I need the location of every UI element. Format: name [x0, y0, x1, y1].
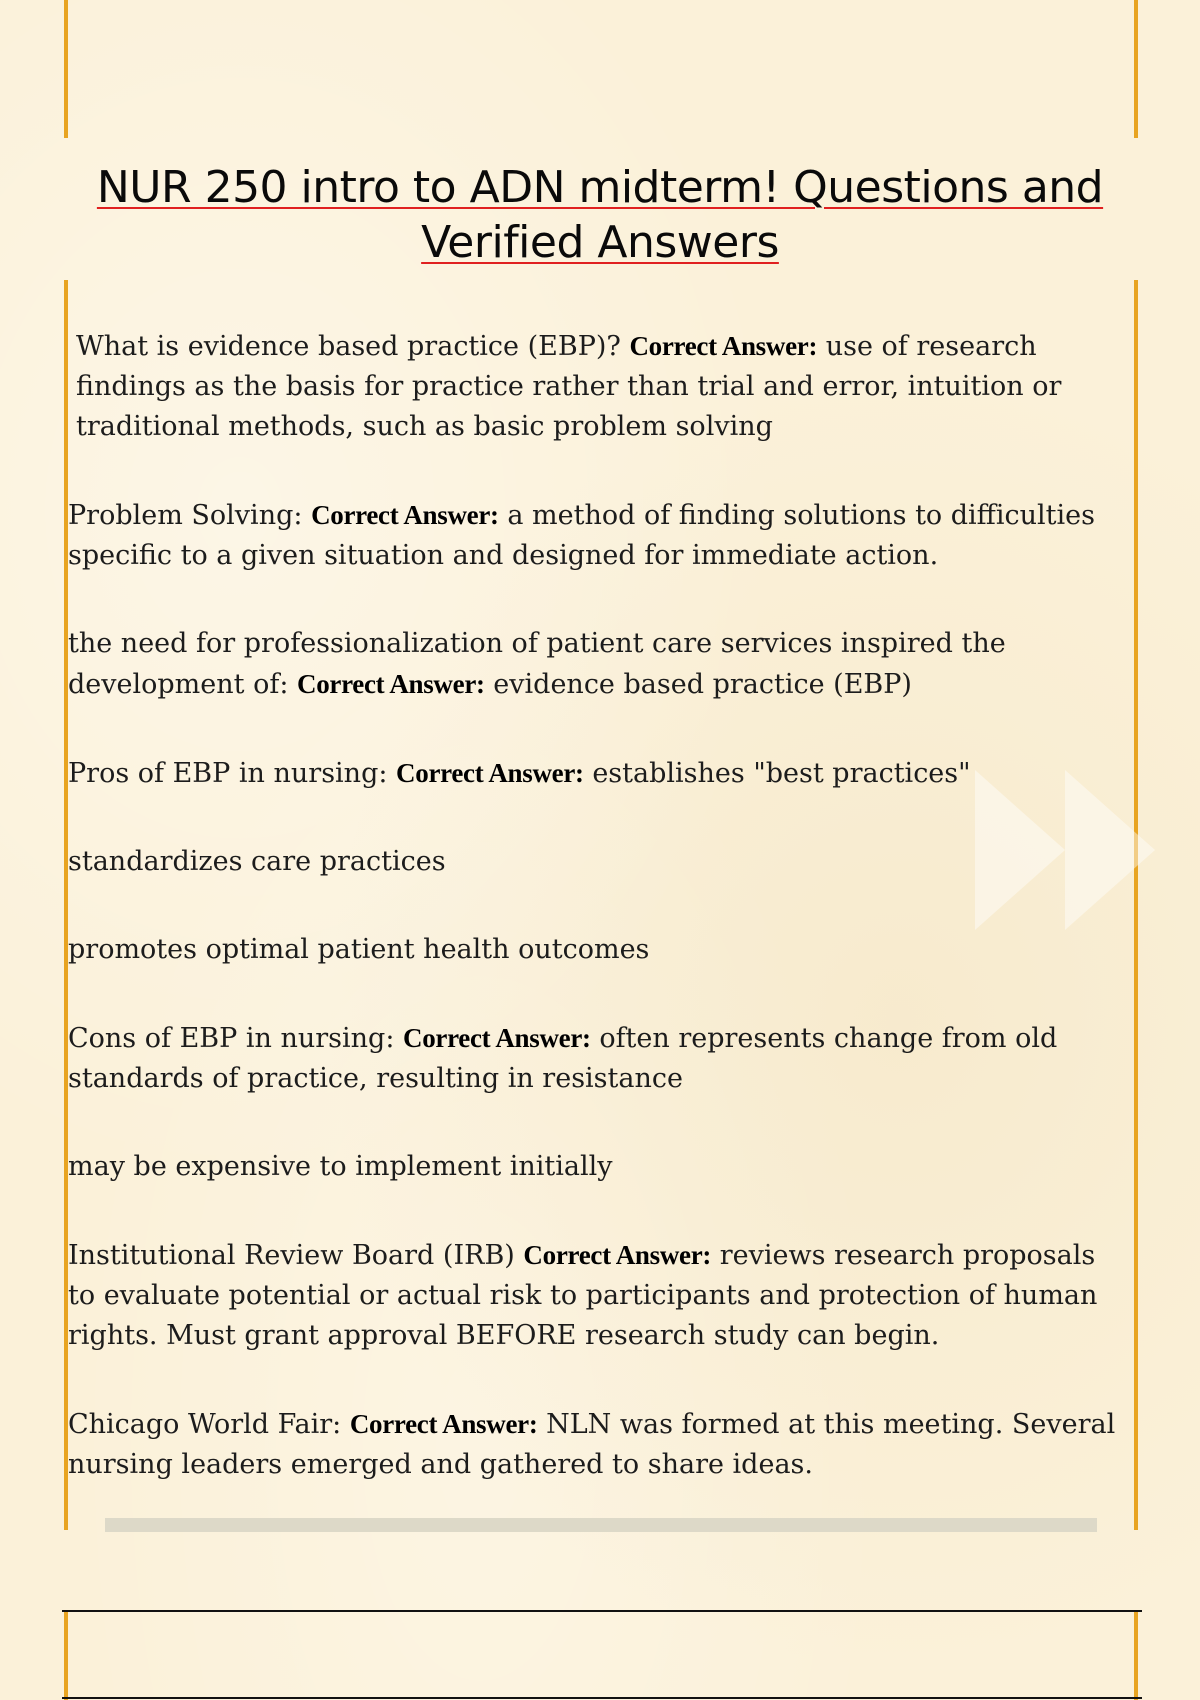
footer-gray-bar [105, 1518, 1097, 1532]
qa-entry [68, 753, 1128, 794]
qa-entry [68, 1404, 1128, 1485]
page-title [70, 160, 1130, 270]
right-border-bottom [1134, 1612, 1138, 1700]
question-text: the need for professionalization of patient care services inspired the development of: [68, 628, 1006, 700]
question-text: Cons of EBP in nursing: [68, 1023, 395, 1054]
answer-text: a method of finding solutions to difficulties specific to a given situation and designed for immediate action. [68, 500, 1095, 571]
correct-answer-label: Correct Answer: [629, 331, 818, 361]
qa-list [68, 326, 1128, 1533]
correct-answer-label: Correct Answer: [523, 1240, 712, 1270]
answer-continuation [68, 1147, 1128, 1187]
correct-answer-label: Correct Answer: [311, 500, 499, 530]
correct-answer-label: Correct Answer: [297, 669, 485, 699]
answer-text: NLN was formed at this meeting. Several nursing leaders emerged and gathered to share ideas. [68, 1409, 1116, 1480]
right-border-top [1134, 0, 1138, 138]
page-title-text: NUR 250 intro to ADN midterm! Questions and Verified Answers [96, 162, 1104, 268]
question-text: What is evidence based practice (EBP)? [76, 331, 621, 362]
left-border-top [64, 0, 68, 138]
qa-entry [68, 1235, 1128, 1356]
answer-text: evidence based practice (EBP) [493, 669, 912, 700]
question-text: Pros of EBP in nursing: [68, 758, 388, 789]
question-text: Problem Solving: [68, 500, 303, 531]
qa-entry [68, 624, 1128, 705]
watermark-arrow-right [1065, 770, 1155, 930]
answer-text: establishes "best practices" [592, 758, 971, 789]
answer-continuation [68, 842, 1128, 882]
qa-entry [68, 495, 1128, 576]
correct-answer-label: Correct Answer: [349, 1409, 538, 1439]
watermark-play-icon [975, 770, 1175, 930]
next-page-top-rule [62, 1610, 1142, 1612]
continuation-text: standardizes care practices [68, 846, 446, 877]
answer-text: use of research findings as the basis for practice rather than trial and error, intuition or traditional methods, such as basic problem solving [76, 331, 1062, 442]
continuation-text: promotes optimal patient health outcomes [68, 934, 650, 965]
answer-text: often represents change from old standards of practice, resulting in resistance [68, 1023, 1058, 1094]
qa-entry [68, 326, 1128, 447]
correct-answer-label: Correct Answer: [403, 1023, 591, 1053]
continuation-text: may be expensive to implement initially [68, 1151, 613, 1182]
watermark-arrow-left [975, 770, 1065, 930]
qa-entry [68, 1018, 1128, 1099]
answer-text: reviews research proposals to evaluate potential or actual risk to participants and protection of human rights. Must grant approval BEFORE research study can begin. [68, 1240, 1098, 1351]
next-page-bottom-rule [62, 1697, 1142, 1699]
left-border-bottom [64, 1612, 68, 1700]
correct-answer-label: Correct Answer: [396, 758, 584, 788]
answer-continuation [68, 930, 1128, 970]
question-text: Institutional Review Board (IRB) [68, 1240, 515, 1271]
question-text: Chicago World Fair: [68, 1409, 342, 1440]
